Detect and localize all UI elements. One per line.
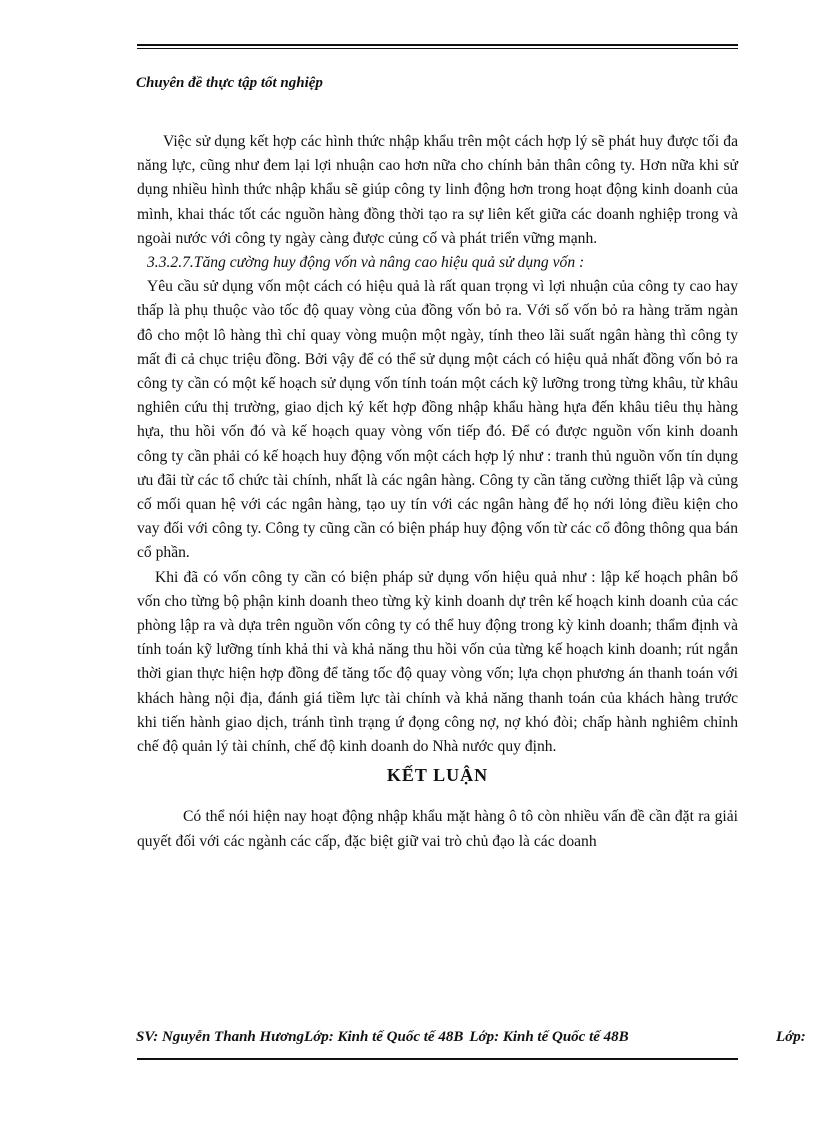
document-header-title: Chuyên đề thực tập tốt nghiệp — [136, 75, 323, 91]
paragraph-capital-usage: Khi đã có vốn công ty cần có biện pháp sử dụng vốn hiệu quả như : lập kế hoạch phân bổ vốn cho từng bộ phận kinh doanh theo từng kỳ kinh doanh dự trên kế hoạch kinh doanh của các phòng lập ra và dựa trên nguồn vốn công ty có thể huy động trong kỳ kinh doanh; thẩm định và tính toán kỹ lưỡng tính khả thi và khả năng thu hồi vốn của từng kế hoạch kinh doanh; rút ngắn thời gian thực hiện hợp đồng để tăng tốc độ quay vòng vốn; lựa chọn phương án thanh toán với khách hàng nội địa, đánh giá tiềm lực tài chính và khả năng thanh toán của khách hàng trước khi tiến hành giao dịch, tránh tình trạng ứ đọng công nợ, nợ khó đòi; chấp hành nghiêm chỉnh chế độ quản lý tài chính, chế độ kinh doanh do Nhà nước quy định. — [137, 568, 738, 756]
conclusion-heading: KẾT LUẬN — [386, 765, 489, 786]
page-footer — [136, 1029, 816, 1046]
header-rule — [137, 44, 738, 49]
paragraph-conclusion: Có thể nói hiện nay hoạt động nhập khẩu mặt hàng ô tô còn nhiều vấn đề cần đặt ra giải quyết đối với các ngành các cấp, đặc biệt giữ vai trò chủ đạo là các doanh — [137, 808, 738, 850]
footer-rule — [137, 1058, 738, 1060]
document-body — [137, 130, 738, 854]
paragraph-import-forms: Việc sử dụng kết hợp các hình thức nhập khẩu trên một cách hợp lý sẽ phát huy được tối đa năng lực, cũng như đem lại lợi nhuận cao hơn nữa cho chính bản thân công ty. Hơn nữa khi sử dụng nhiều hình thức nhập khẩu sẽ giúp công ty linh động hơn trong hoạt động kinh doanh của mình, khai thác tốt các nguồn hàng đồng thời tạo ra sự liên kết giữa các doanh nghiệp trong và ngoài nước với công ty ngày càng được củng cố và phát triển vững mạnh. — [137, 133, 738, 247]
footer-class-overflow: Lớp: — [776, 1029, 806, 1045]
section-heading: 3.3.2.7.Tăng cường huy động vốn và nâng cao hiệu quả sử dụng vốn : — [147, 254, 585, 272]
footer-student: SV: Nguyễn Thanh HươngLớp: Kinh tế Quốc tế 48B — [136, 1029, 464, 1045]
footer-class: Lớp: Kinh tế Quốc tế 48B — [469, 1029, 629, 1045]
paragraph-capital-mobilization: Yêu cầu sử dụng vốn một cách có hiệu quả là rất quan trọng vì lợi nhuận của công ty cao hay thấp là phụ thuộc vào tốc độ quay vòng của đồng vốn bỏ ra. Với số vốn bỏ ra hàng trăm ngàn đô cho một lô hàng thì chỉ quay vòng muộn một ngày, tính theo lãi suất ngân hàng thì công ty mất đi cả chục triệu đồng. Bởi vậy để có thể sử dụng một cách có hiệu quả nhất đồng vốn bỏ ra công ty cần có một kế hoạch sử dụng vốn tính toán một cách kỹ lưỡng trong từng khâu, từ khâu nghiên cứu thị trường, giao dịch ký kết hợp đồng nhập khẩu hàng hựa đến khâu tiêu thụ hàng hựa, thu hồi vốn đó và kế hoạch quay vòng vốn tiếp đó. Để có được nguồn vốn kinh doanh công ty cần phải có kế hoạch huy động vốn một cách hợp lý như : tranh thủ nguồn vốn tín dụng ưu đãi từ các tổ chức tài chính, nhất là các ngân hàng. Công ty cần tăng cường thiết lập và củng cố mối quan hệ với các ngân hàng, tạo uy tín với các ngân hàng để họ nới lỏng điều kiện cho vay đối với công ty. Công ty cũng cần có biện pháp huy động vốn từ các cổ đông thông qua bán cổ phần. — [137, 278, 738, 562]
